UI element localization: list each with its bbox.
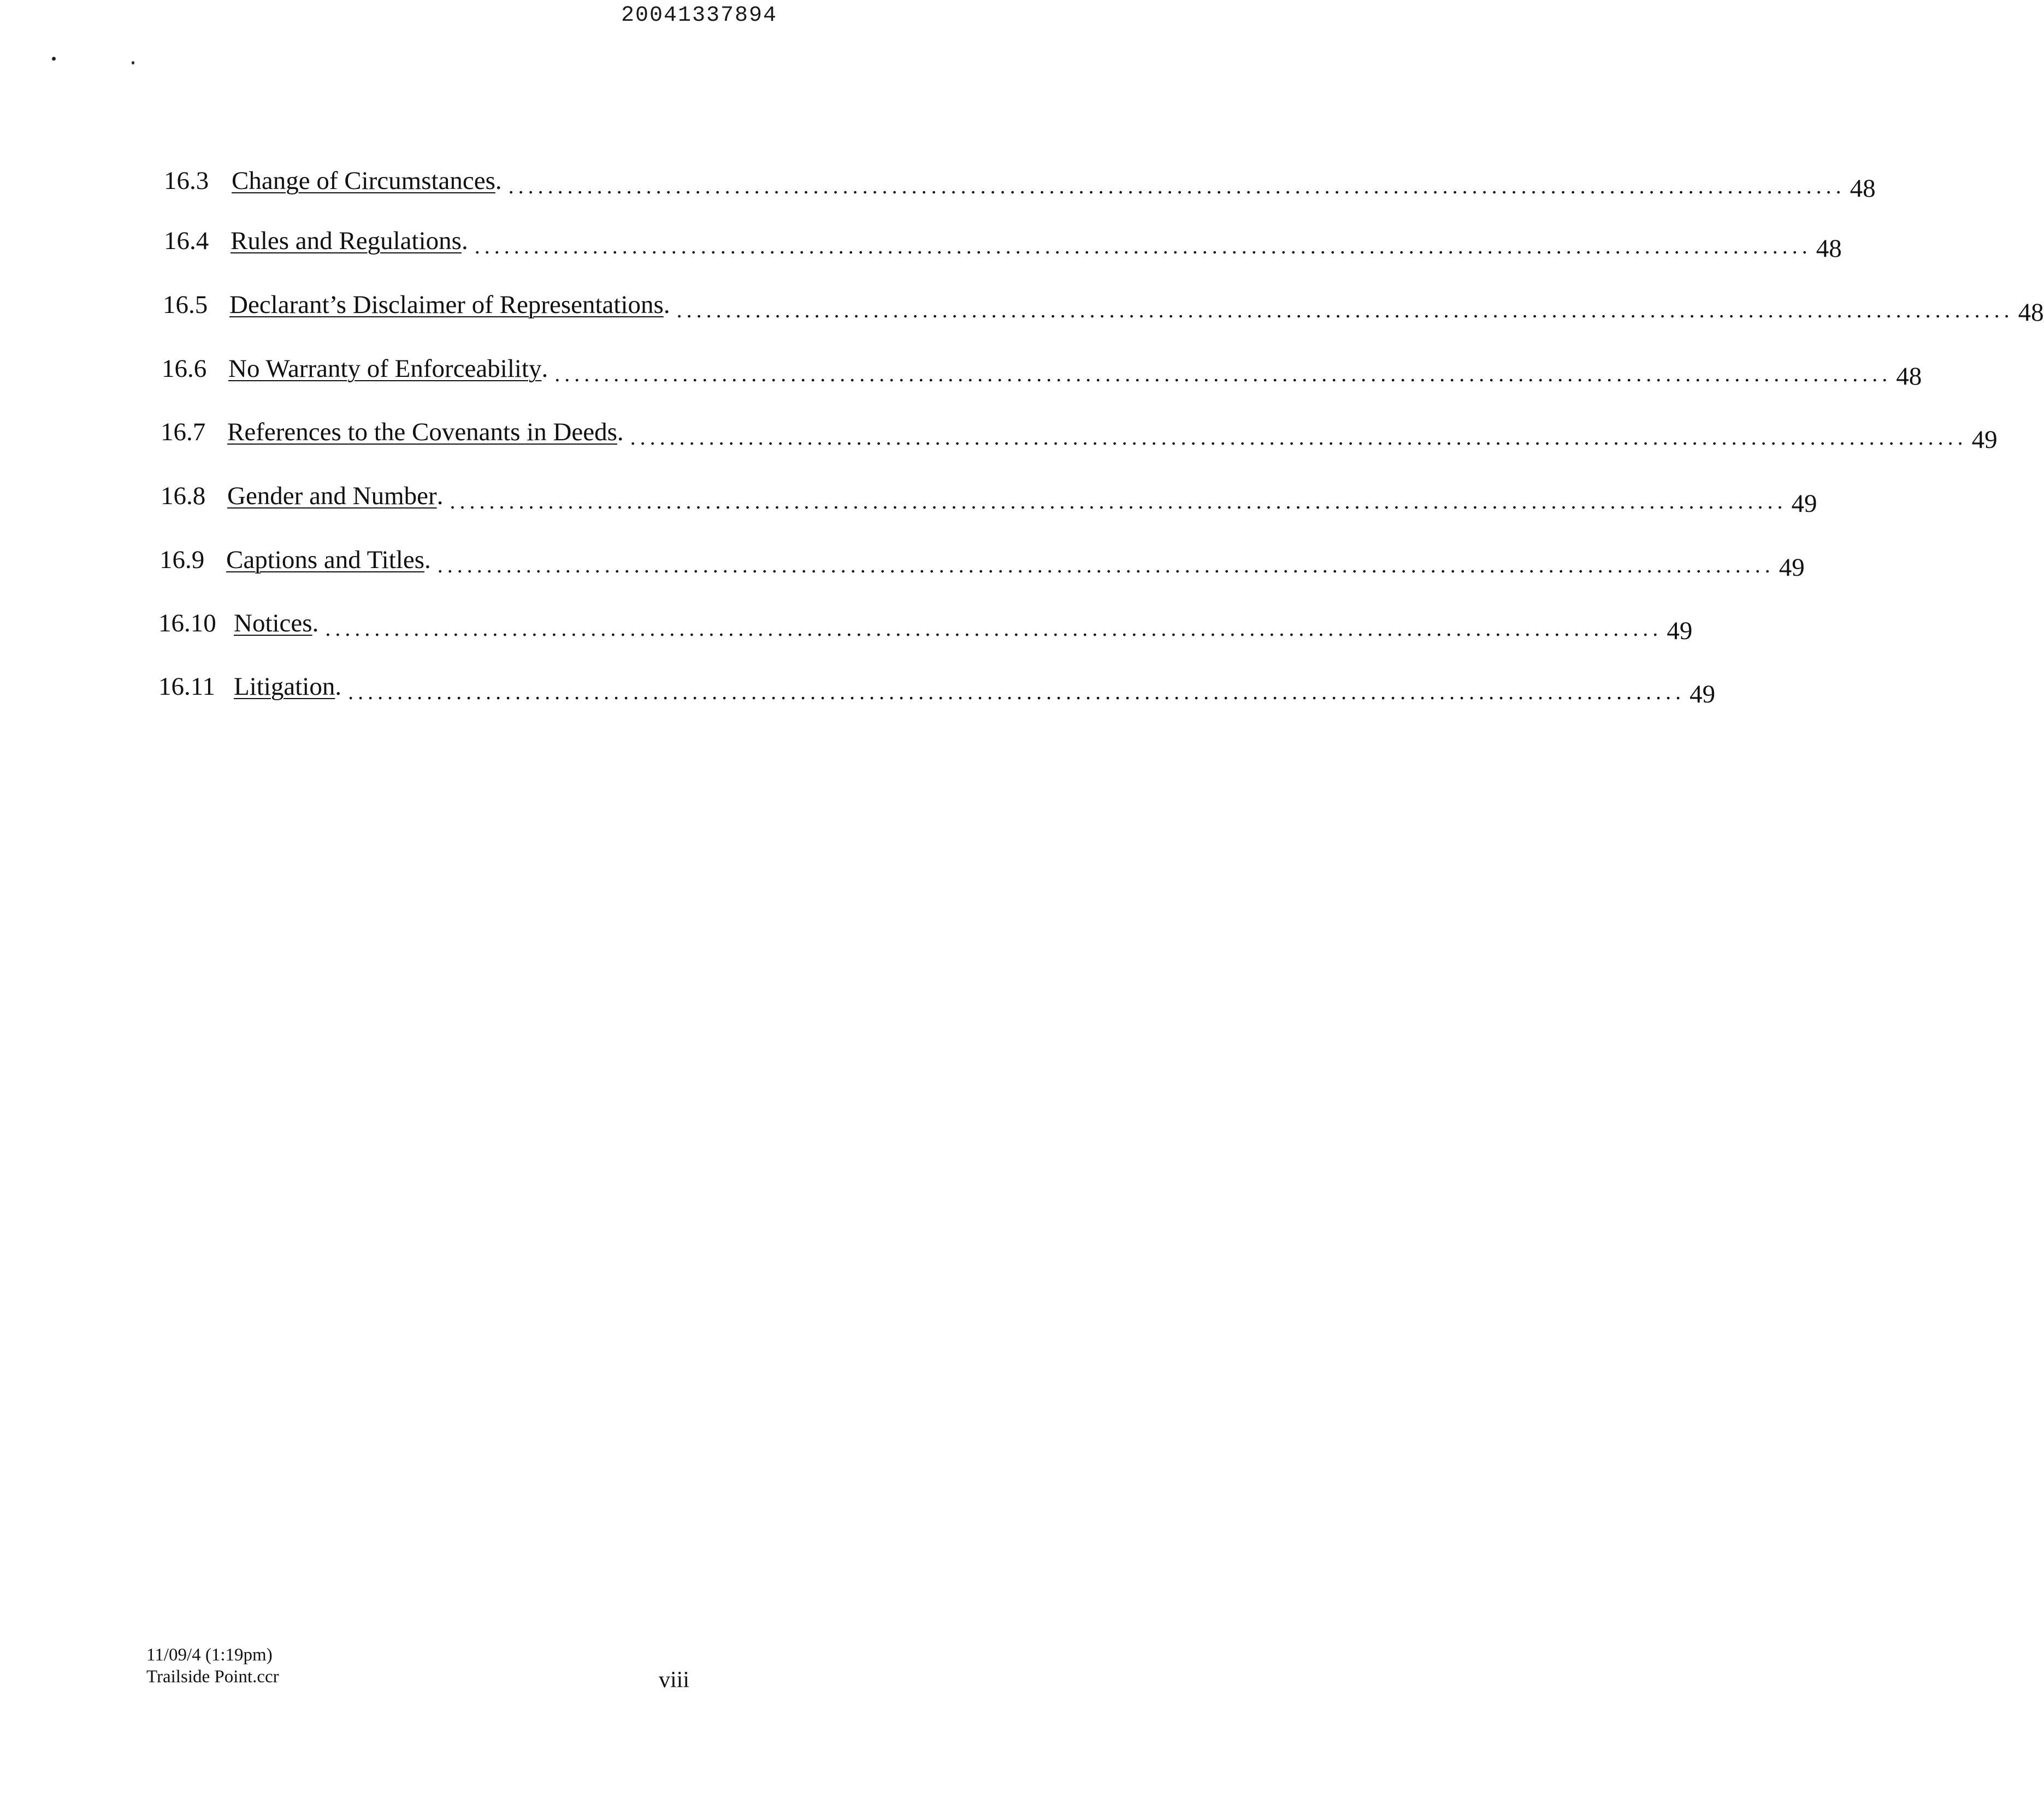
- toc-entry-title: Notices: [234, 609, 312, 637]
- toc-entry-page: 49: [1779, 553, 1805, 582]
- toc-entry-title: Declarant’s Disclaimer of Representations: [229, 291, 664, 319]
- toc-dot-leader: ........................................................................................................................................: [325, 616, 1663, 641]
- toc-dot-leader: ........................................................................................................................................: [348, 679, 1686, 704]
- toc-entry-period: .: [495, 167, 502, 195]
- toc-entry: [161, 479, 1817, 518]
- toc-entry-number: 16.7: [161, 418, 206, 446]
- toc-entry-period: .: [663, 291, 670, 319]
- toc-entry-number: 16.8: [161, 482, 206, 510]
- toc-entry-period: .: [424, 546, 431, 574]
- toc-entry-page: 48: [2018, 298, 2044, 327]
- toc-entry-page: 49: [1689, 680, 1716, 708]
- toc-entry-period: .: [312, 609, 319, 637]
- toc-entry-page: 49: [1667, 617, 1693, 645]
- toc-entry-title: References to the Covenants in Deeds: [227, 418, 617, 446]
- toc-entry-number: 16.6: [162, 354, 207, 383]
- footer-filename: Trailside Point.ccr: [146, 1667, 279, 1687]
- toc-entry-title: Captions and Titles: [226, 546, 425, 574]
- toc-entry: [164, 224, 1842, 263]
- toc-entry-period: .: [617, 418, 624, 446]
- toc-entry-title: Litigation: [234, 672, 335, 701]
- toc-entry-number: 16.5: [163, 291, 208, 319]
- toc-entry: [162, 352, 1922, 391]
- toc-entry: [161, 415, 1998, 454]
- toc-entry-title: Change of Circumstances: [232, 167, 495, 195]
- toc-entry-period: .: [541, 354, 548, 383]
- toc-entry-title: No Warranty of Enforceability: [228, 354, 542, 383]
- toc-entry-page: 49: [1971, 425, 1998, 454]
- toc-dot-leader: ........................................................................................................................................: [676, 298, 2014, 322]
- toc-entry-period: .: [461, 227, 468, 255]
- footer-info: [146, 1644, 279, 1688]
- toc-entry-period: .: [436, 482, 444, 510]
- toc-entry-number: 16.9: [159, 546, 205, 574]
- toc-entry-title: Gender and Number: [227, 482, 437, 510]
- toc-entry-title: Rules and Regulations: [231, 227, 462, 255]
- toc-dot-leader: ........................................................................................................................................: [554, 362, 1892, 386]
- toc-entry-number: 16.3: [164, 167, 209, 195]
- toc-entry-page: 48: [1816, 234, 1842, 263]
- toc-dot-leader: ........................................................................................................................................: [508, 174, 1846, 198]
- toc-entry: [158, 606, 1693, 645]
- toc-entry: [159, 543, 1805, 582]
- toc-entry-number: 16.4: [164, 227, 209, 255]
- toc-entry: [164, 164, 1876, 203]
- toc-entry-page: 49: [1791, 489, 1817, 518]
- toc-dot-leader: ........................................................................................................................................: [450, 489, 1787, 513]
- document-number: 20041337894: [621, 3, 778, 28]
- toc-entry-page: 48: [1896, 362, 1922, 391]
- table-of-contents: [0, 0, 2044, 765]
- toc-entry-page: 48: [1850, 174, 1876, 203]
- toc-dot-leader: ........................................................................................................................................: [437, 553, 1775, 577]
- toc-entry-number: 16.11: [158, 672, 216, 701]
- footer-page-number: viii: [659, 1668, 690, 1693]
- toc-entry: [158, 670, 1716, 708]
- footer-timestamp: 11/09/4 (1:19pm): [146, 1645, 273, 1665]
- toc-dot-leader: ........................................................................................................................................: [474, 234, 1812, 258]
- toc-dot-leader: ........................................................................................................................................: [630, 425, 1968, 450]
- toc-entry-number: 16.10: [158, 609, 216, 637]
- toc-entry-period: .: [335, 672, 342, 701]
- toc-entry: [163, 288, 2044, 327]
